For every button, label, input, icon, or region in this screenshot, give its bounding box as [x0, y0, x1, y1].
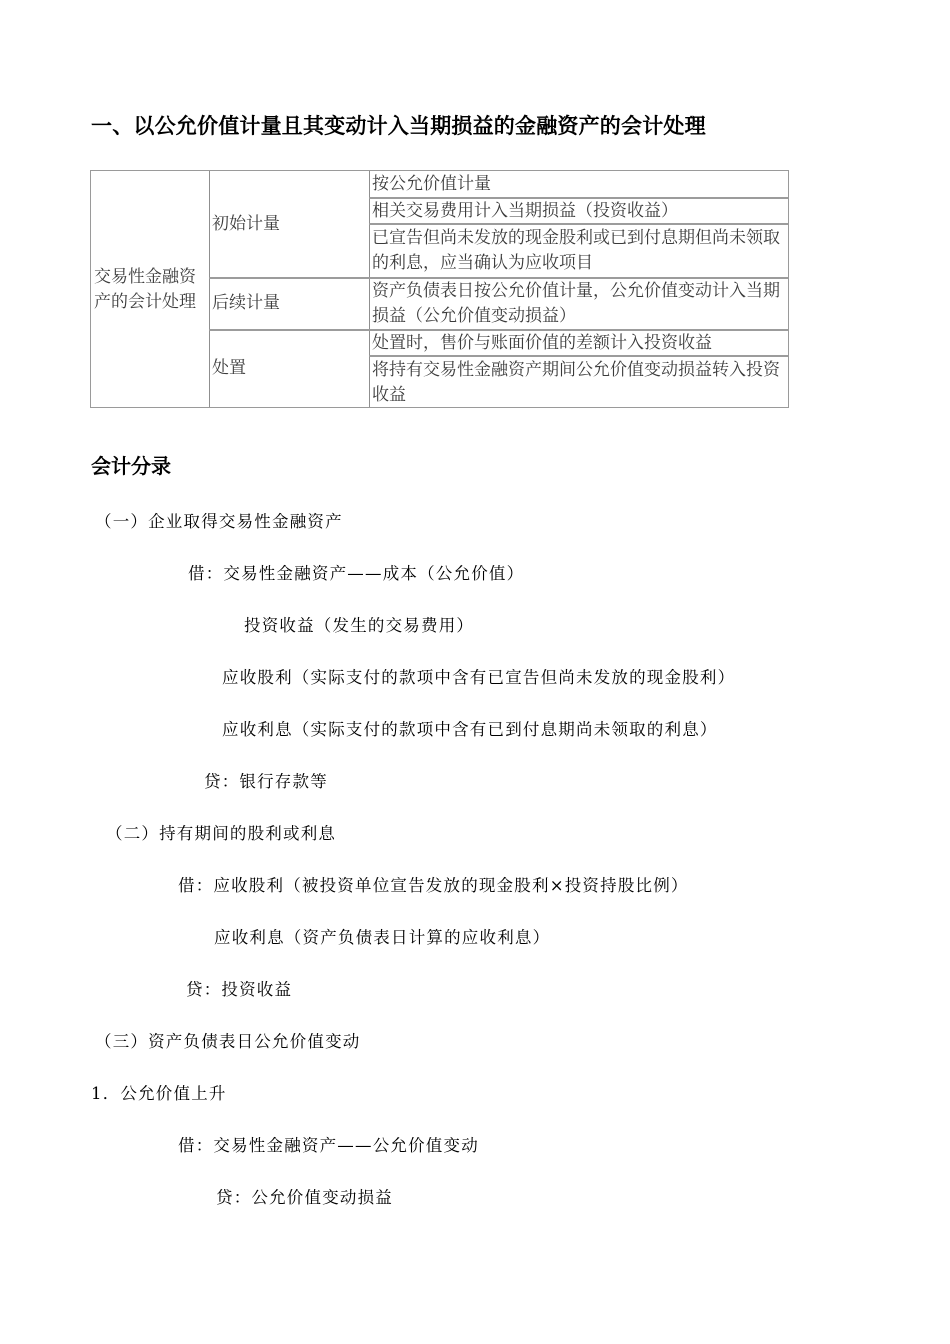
table-cell: 按公允价值计量: [372, 174, 491, 194]
group-label-disposal: 处置: [212, 358, 246, 378]
entry-heading: （三）资产负债表日公允价值变动: [95, 1032, 361, 1051]
entry-line: 应收利息（实际支付的款项中含有已到付息期尚未领取的利息）: [222, 720, 718, 739]
table-cell: 相关交易费用计入当期损益（投资收益）: [372, 201, 678, 221]
table-cell: 将持有交易性金融资产期间公允价值变动损益转入投资收益: [372, 360, 780, 405]
table-cell: 处置时，售价与账面价值的差额计入投资收益: [372, 333, 712, 353]
table-cell: 资产负债表日按公允价值计量，公允价值变动计入当期损益（公允价值变动损益）: [372, 281, 780, 326]
page-title: 一、以公允价值计量且其变动计入当期损益的金融资产的会计处理: [91, 114, 706, 138]
accounting-treatment-table: [90, 170, 789, 408]
table-main-label: 交易性金融资产的会计处理: [94, 267, 196, 312]
entry-line: 贷：公允价值变动损益: [216, 1188, 393, 1207]
entry-heading: （二）持有期间的股利或利息: [106, 824, 337, 843]
entry-line: 应收股利（实际支付的款项中含有已宣告但尚未发放的现金股利）: [222, 668, 736, 687]
entry-line: 借：应收股利（被投资单位宣告发放的现金股利×投资持股比例）: [178, 876, 689, 895]
group-label-subsequent: 后续计量: [212, 293, 280, 313]
table-cell: 已宣告但尚未发放的现金股利或已到付息期但尚未领取的利息，应当确认为应收项目: [372, 228, 780, 273]
entry-line: 贷：投资收益: [186, 980, 293, 999]
column-divider: [369, 171, 370, 407]
entry-line: 投资收益（发生的交易费用）: [244, 616, 475, 635]
entry-subheading: 1．公允价值上升: [91, 1084, 227, 1103]
entry-heading: （一）企业取得交易性金融资产: [95, 512, 343, 531]
entry-line: 借：交易性金融资产——成本（公允价值）: [188, 564, 525, 583]
entry-line: 应收利息（资产负债表日计算的应收利息）: [214, 928, 551, 947]
entry-line: 贷：银行存款等: [204, 772, 328, 791]
entry-line: 借：交易性金融资产——公允价值变动: [178, 1136, 479, 1155]
group-label-initial: 初始计量: [212, 214, 280, 234]
section-title: 会计分录: [91, 454, 171, 478]
